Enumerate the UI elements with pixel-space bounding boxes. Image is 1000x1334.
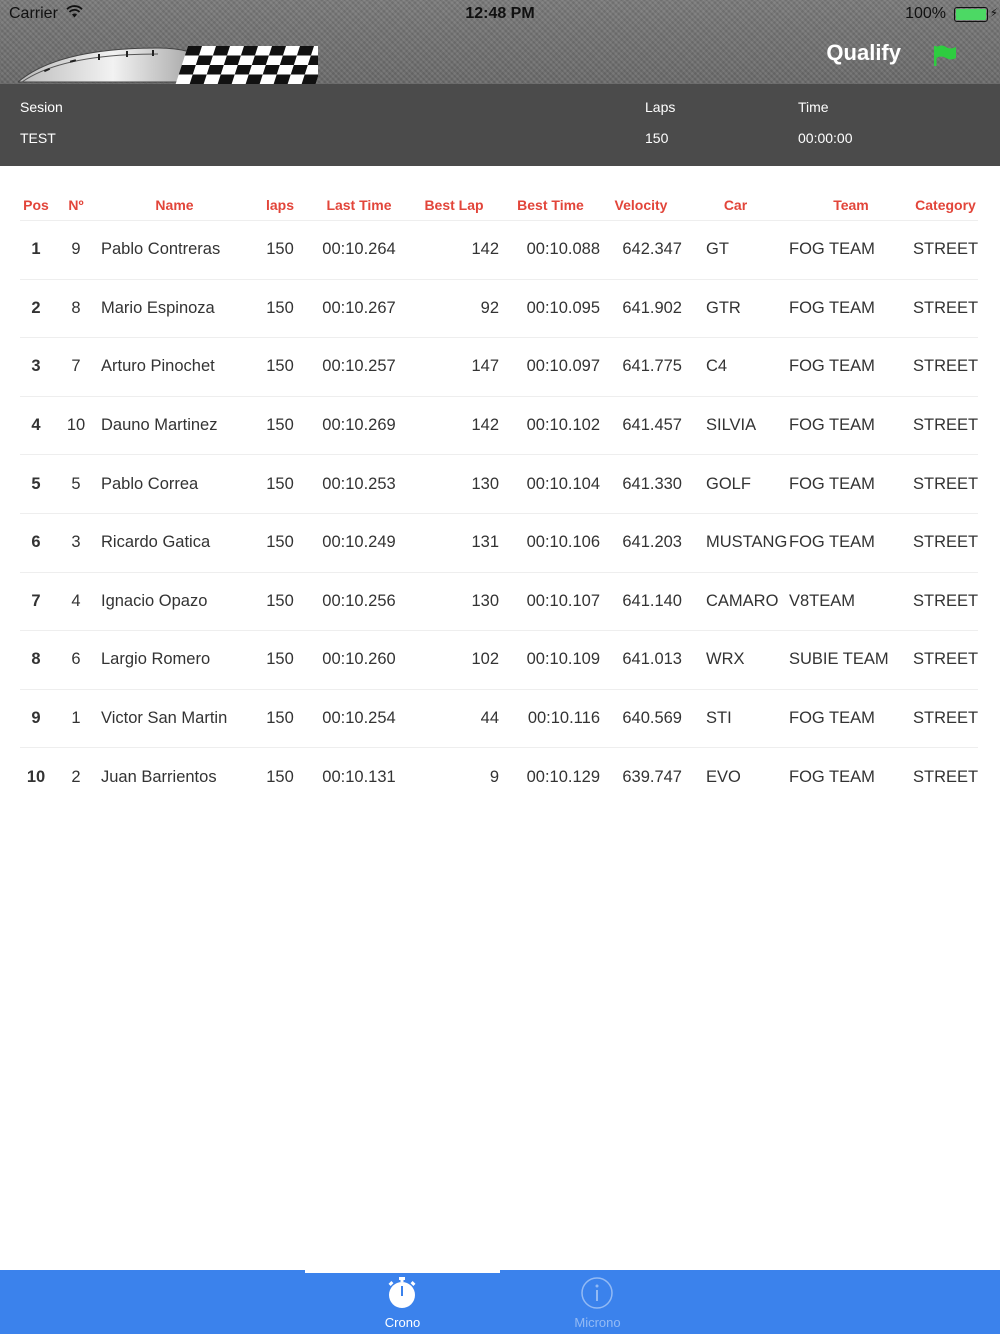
cell-best-time: 00:10.109 bbox=[526, 650, 600, 669]
table-row[interactable] bbox=[20, 747, 978, 806]
cell-best-lap: 130 bbox=[471, 474, 499, 493]
cell-name: Pablo Contreras bbox=[101, 240, 221, 259]
cell-car: C4 bbox=[706, 357, 728, 376]
cell-car: WRX bbox=[706, 650, 745, 669]
cell-best-lap: 131 bbox=[471, 533, 499, 552]
cell-num: 7 bbox=[71, 357, 81, 376]
cell-best-lap: 130 bbox=[471, 591, 499, 610]
cell-velocity: 641.330 bbox=[622, 474, 682, 493]
cell-num: 8 bbox=[71, 298, 81, 317]
tab-crono-label: Crono bbox=[384, 1315, 421, 1330]
green-flag-icon[interactable] bbox=[932, 44, 958, 68]
cell-pos: 4 bbox=[31, 416, 41, 435]
cell-category: STREET bbox=[913, 240, 979, 259]
cell-laps: 150 bbox=[266, 357, 294, 376]
tab-crono[interactable] bbox=[305, 1270, 500, 1334]
cell-best-time: 00:10.116 bbox=[527, 709, 600, 728]
cell-best-lap: 147 bbox=[471, 357, 499, 376]
col-category: Category bbox=[915, 197, 976, 213]
battery-icon bbox=[954, 7, 988, 22]
cell-laps: 150 bbox=[266, 591, 294, 610]
laps-label: Laps bbox=[645, 99, 676, 115]
cell-category: STREET bbox=[913, 357, 979, 376]
cell-best-time: 00:10.107 bbox=[526, 591, 600, 610]
table-row[interactable] bbox=[20, 337, 978, 396]
cell-name: Juan Barrientos bbox=[101, 767, 217, 786]
col-laps: laps bbox=[265, 197, 294, 213]
cell-car: CAMARO bbox=[706, 591, 779, 610]
cell-best-time: 00:10.129 bbox=[526, 767, 600, 786]
cell-name: Arturo Pinochet bbox=[101, 357, 215, 376]
cell-pos: 2 bbox=[31, 298, 41, 317]
table-row[interactable] bbox=[20, 689, 978, 748]
cell-best-time: 00:10.088 bbox=[526, 240, 600, 259]
col-best-time: Best Time bbox=[517, 197, 584, 213]
cell-laps: 150 bbox=[266, 533, 294, 552]
charging-bolt-icon: ⚡ bbox=[989, 6, 998, 20]
cell-pos: 9 bbox=[31, 709, 41, 728]
cell-laps: 150 bbox=[266, 709, 294, 728]
cell-best-lap: 142 bbox=[471, 416, 499, 435]
table-row[interactable] bbox=[20, 454, 978, 513]
col-velocity: Velocity bbox=[614, 197, 668, 213]
cell-car: STI bbox=[706, 709, 732, 728]
cell-name: Pablo Correa bbox=[101, 474, 199, 493]
cell-best-lap: 44 bbox=[480, 709, 499, 728]
top-bar bbox=[0, 0, 1000, 84]
col-car: Car bbox=[723, 197, 748, 213]
col-team: Team bbox=[833, 197, 869, 213]
cell-car: MUSTANG bbox=[706, 533, 788, 552]
cell-name: Largio Romero bbox=[101, 650, 211, 669]
cell-velocity: 642.347 bbox=[622, 240, 682, 259]
table-row[interactable] bbox=[20, 220, 978, 279]
cell-last-time: 00:10.254 bbox=[322, 709, 396, 728]
carrier-label: Carrier bbox=[9, 5, 58, 22]
col-last-time: Last Time bbox=[326, 197, 392, 213]
tab-microno[interactable] bbox=[500, 1270, 695, 1334]
cell-velocity: 641.140 bbox=[622, 591, 682, 610]
cell-laps: 150 bbox=[266, 298, 294, 317]
cell-velocity: 640.569 bbox=[622, 709, 682, 728]
time-label: Time bbox=[798, 99, 829, 115]
cell-team: FOG TEAM bbox=[789, 416, 875, 435]
cell-car: SILVIA bbox=[706, 416, 757, 435]
cell-pos: 7 bbox=[31, 591, 41, 610]
cell-category: STREET bbox=[913, 533, 979, 552]
cell-best-time: 00:10.095 bbox=[526, 298, 600, 317]
cell-name: Ricardo Gatica bbox=[101, 533, 211, 552]
cell-team: FOG TEAM bbox=[789, 767, 875, 786]
cell-team: FOG TEAM bbox=[789, 357, 875, 376]
cell-best-time: 00:10.102 bbox=[526, 416, 600, 435]
cell-car: GOLF bbox=[706, 474, 751, 493]
cell-num: 9 bbox=[71, 240, 81, 259]
cell-pos: 5 bbox=[31, 474, 41, 493]
cell-pos: 3 bbox=[31, 357, 41, 376]
laps-value: 150 bbox=[645, 130, 669, 146]
clock: 12:48 PM bbox=[465, 5, 535, 22]
cell-num: 10 bbox=[66, 416, 86, 435]
cell-num: 1 bbox=[71, 709, 81, 728]
cell-laps: 150 bbox=[266, 650, 294, 669]
cell-velocity: 641.775 bbox=[622, 357, 682, 376]
col-pos: Pos bbox=[23, 197, 49, 213]
cell-num: 4 bbox=[71, 591, 81, 610]
cell-category: STREET bbox=[913, 298, 979, 317]
stopwatch-icon bbox=[385, 1276, 419, 1310]
cell-team: FOG TEAM bbox=[789, 474, 875, 493]
mode-title: Qualify bbox=[826, 40, 901, 65]
cell-best-lap: 142 bbox=[471, 240, 499, 259]
session-value: TEST bbox=[20, 130, 56, 146]
cell-category: STREET bbox=[913, 709, 979, 728]
col-best-lap: Best Lap bbox=[424, 197, 484, 213]
cell-pos: 6 bbox=[31, 533, 41, 552]
results-table bbox=[20, 190, 978, 806]
cell-name: Ignacio Opazo bbox=[101, 591, 208, 610]
cell-best-lap: 9 bbox=[489, 767, 499, 786]
cell-best-time: 00:10.097 bbox=[526, 357, 600, 376]
cell-team: SUBIE TEAM bbox=[789, 650, 889, 669]
cell-last-time: 00:10.264 bbox=[322, 240, 396, 259]
cell-name: Dauno Martinez bbox=[101, 416, 218, 435]
cell-laps: 150 bbox=[266, 767, 294, 786]
cell-pos: 10 bbox=[26, 767, 46, 786]
cell-pos: 8 bbox=[31, 650, 41, 669]
cell-laps: 150 bbox=[266, 240, 294, 259]
cell-velocity: 641.013 bbox=[622, 650, 682, 669]
cell-team: FOG TEAM bbox=[789, 240, 875, 259]
cell-last-time: 00:10.249 bbox=[322, 533, 396, 552]
cell-car: EVO bbox=[706, 767, 741, 786]
table-row[interactable] bbox=[20, 396, 978, 455]
cell-car: GT bbox=[706, 240, 729, 259]
cell-last-time: 00:10.260 bbox=[322, 650, 396, 669]
cell-pos: 1 bbox=[31, 240, 41, 259]
cell-laps: 150 bbox=[266, 416, 294, 435]
cell-last-time: 00:10.253 bbox=[322, 474, 396, 493]
session-info bbox=[0, 84, 1000, 166]
status-bar bbox=[0, 0, 1000, 28]
cell-category: STREET bbox=[913, 650, 979, 669]
table-row[interactable] bbox=[20, 572, 978, 631]
cell-team: FOG TEAM bbox=[789, 298, 875, 317]
cell-num: 5 bbox=[71, 474, 81, 493]
cell-best-lap: 102 bbox=[471, 650, 499, 669]
cell-team: FOG TEAM bbox=[789, 533, 875, 552]
col-num: Nº bbox=[68, 197, 84, 213]
cell-team: FOG TEAM bbox=[789, 709, 875, 728]
cell-velocity: 639.747 bbox=[622, 767, 682, 786]
time-value: 00:00:00 bbox=[798, 130, 853, 146]
table-row[interactable] bbox=[20, 630, 978, 689]
cell-velocity: 641.457 bbox=[622, 416, 682, 435]
cell-last-time: 00:10.131 bbox=[322, 767, 396, 786]
tab-bar bbox=[0, 1270, 1000, 1334]
cell-velocity: 641.902 bbox=[622, 298, 682, 317]
cell-best-time: 00:10.106 bbox=[526, 533, 600, 552]
session-label: Sesion bbox=[20, 99, 63, 115]
info-icon bbox=[580, 1276, 614, 1310]
cell-car: GTR bbox=[706, 298, 741, 317]
col-name: Name bbox=[155, 197, 194, 213]
race-logo-icon bbox=[18, 40, 318, 84]
cell-name: Mario Espinoza bbox=[101, 298, 215, 317]
cell-last-time: 00:10.267 bbox=[322, 298, 396, 317]
cell-num: 3 bbox=[71, 533, 81, 552]
cell-category: STREET bbox=[913, 591, 979, 610]
cell-best-time: 00:10.104 bbox=[526, 474, 600, 493]
battery-percent: 100% bbox=[905, 5, 946, 22]
cell-last-time: 00:10.257 bbox=[322, 357, 396, 376]
cell-best-lap: 92 bbox=[480, 298, 499, 317]
table-header bbox=[20, 190, 978, 220]
table-row[interactable] bbox=[20, 513, 978, 572]
cell-last-time: 00:10.269 bbox=[322, 416, 396, 435]
cell-last-time: 00:10.256 bbox=[322, 591, 396, 610]
cell-team: V8TEAM bbox=[789, 591, 856, 610]
cell-num: 2 bbox=[71, 767, 81, 786]
table-body bbox=[20, 220, 978, 806]
cell-category: STREET bbox=[913, 474, 979, 493]
cell-name: Victor San Martin bbox=[101, 709, 228, 728]
table-row[interactable] bbox=[20, 279, 978, 338]
cell-num: 6 bbox=[71, 650, 81, 669]
cell-category: STREET bbox=[913, 767, 979, 786]
cell-laps: 150 bbox=[266, 474, 294, 493]
cell-velocity: 641.203 bbox=[622, 533, 682, 552]
tab-microno-label: Microno bbox=[574, 1315, 621, 1330]
cell-category: STREET bbox=[913, 416, 979, 435]
